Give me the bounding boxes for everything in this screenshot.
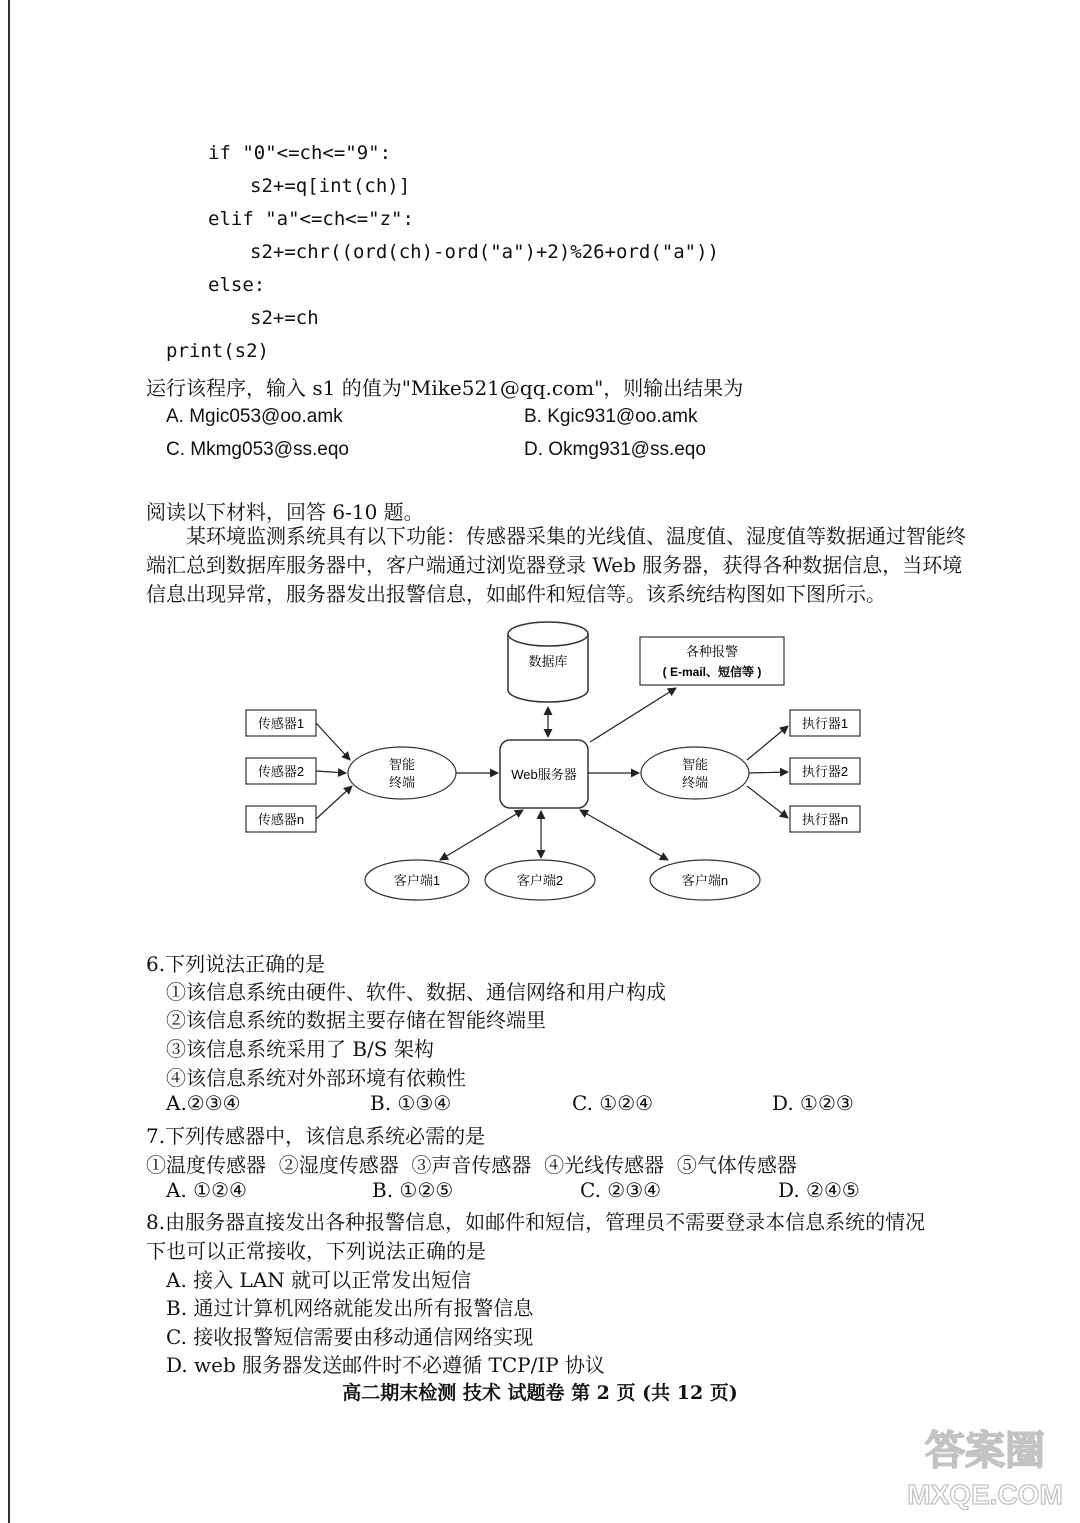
actuator-1-label: 执行器1	[801, 716, 849, 731]
sensor-1-label: 传感器1	[257, 716, 305, 731]
terminal-left-label-2: 终端	[388, 775, 416, 790]
smart-terminal-right	[641, 747, 749, 799]
arrow-webserver-alarm	[590, 688, 676, 742]
arrow-terminal-actuatorn	[747, 786, 788, 818]
client-1-label: 客户端1	[393, 873, 441, 888]
sensor-2	[246, 758, 316, 784]
arrow-sensor1-terminal	[316, 723, 350, 760]
watermark-bottom-text: MXQE.COM	[907, 1479, 1063, 1510]
code-line-s2-ch: s2+=ch	[250, 307, 319, 329]
sensor-2-label: 传感器2	[257, 764, 305, 779]
page-footer: 高二期末检测 技术 试题卷 第 2 页 (共 12 页)	[342, 1382, 738, 1404]
q8-option-c: C. 接收报警短信需要由移动通信网络实现	[166, 1325, 534, 1349]
q5-stem: 运行该程序，输入 s1 的值为"Mike521@qq.com"，则输出结果为	[146, 376, 744, 400]
q7-items: ①温度传感器 ②湿度传感器 ③声音传感器 ④光线传感器 ⑤气体传感器	[146, 1153, 797, 1177]
database-cylinder	[508, 622, 588, 702]
watermark-logo	[905, 1420, 1065, 1515]
actuator-2	[790, 758, 860, 784]
q5-option-a: A. Mgic053@oo.amk	[166, 406, 343, 427]
q6-item-3: ③该信息系统采用了 B/S 架构	[166, 1037, 434, 1061]
q7-option-d: D. ②④⑤	[778, 1178, 860, 1202]
code-line-s2-q: s2+=q[int(ch)]	[250, 175, 411, 197]
terminal-left-label-1: 智能	[388, 757, 416, 772]
material-paragraph: 某环境监测系统具有以下功能：传感器采集的光线值、温度值、湿度值等数据通过智能终端汇总到数据库服务器中，客户端通过浏览器登录 Web 服务器，获得各种数据信息，当环境信息出现异常，服务器发出报警信息，如邮件和短信等。该系统结构图如下图所示。	[146, 524, 966, 606]
client-1	[365, 860, 469, 900]
code-line-else: else:	[208, 274, 266, 296]
code-line-print: print(s2)	[166, 340, 269, 362]
actuator-2-label: 执行器2	[801, 764, 849, 779]
q7-option-b: B. ①②⑤	[372, 1178, 454, 1202]
q8-option-d: D. web 服务器发送邮件时不必遵循 TCP/IP 协议	[166, 1353, 606, 1377]
q8-stem-line1: 8.由服务器直接发出各种报警信息，如邮件和短信，管理员不需要登录本信息系统的情况	[146, 1210, 926, 1234]
q6-option-d: D. ①②③	[772, 1091, 854, 1115]
code-line-elif: elif "a"<=ch<="z":	[208, 208, 414, 230]
smart-terminal-left	[348, 747, 456, 799]
client-2-label: 客户端2	[516, 873, 564, 888]
q8-option-b: B. 通过计算机网络就能发出所有报警信息	[166, 1296, 534, 1320]
q7-stem: 7.下列传感器中，该信息系统必需的是	[146, 1124, 486, 1148]
client-2	[485, 860, 595, 900]
watermark-top-text: 答案圈	[925, 1429, 1045, 1473]
database-label: 数据库	[528, 654, 568, 669]
alarm-label-line2: ( E-mail、短信等 )	[662, 665, 762, 679]
q6-option-b: B. ①③④	[370, 1091, 452, 1115]
q6-option-c: C. ①②④	[572, 1091, 654, 1115]
code-line-s2-chr: s2+=chr((ord(ch)-ord("a")+2)%26+ord("a"))	[250, 241, 719, 263]
arrow-terminal-actuator1	[747, 726, 788, 760]
web-server	[500, 740, 588, 808]
alarm-label-line1: 各种报警	[685, 644, 739, 659]
q5-option-b: B. Kgic931@oo.amk	[524, 406, 698, 427]
sensor-n	[246, 806, 316, 832]
alarm-box	[640, 637, 784, 685]
q7-option-c: C. ②③④	[580, 1178, 662, 1202]
sensor-n-label: 传感器n	[257, 812, 305, 827]
q6-item-1: ①该信息系统由硬件、软件、数据、通信网络和用户构成	[166, 980, 666, 1004]
sensor-1	[246, 710, 316, 736]
client-n-label: 客户端n	[681, 873, 729, 888]
q8-option-a: A. 接入 LAN 就可以正常发出短信	[166, 1268, 472, 1292]
q5-option-c: C. Mkmg053@ss.eqo	[166, 439, 349, 460]
terminal-right-label-2: 终端	[681, 775, 709, 790]
material-intro: 阅读以下材料，回答 6-10 题。	[146, 500, 424, 524]
terminal-right-label-1: 智能	[681, 757, 709, 772]
arrow-webserver-client1	[440, 810, 523, 860]
arrow-sensor2-terminal	[316, 771, 346, 773]
q8-stem-line2: 下也可以正常接收，下列说法正确的是	[146, 1239, 486, 1263]
arrow-webserver-clientn	[580, 810, 668, 860]
q6-stem: 6.下列说法正确的是	[146, 952, 326, 976]
q6-item-2: ②该信息系统的数据主要存储在智能终端里	[166, 1008, 546, 1032]
arrow-terminal-actuator2	[749, 772, 788, 773]
actuator-1	[790, 710, 860, 736]
client-n	[650, 860, 760, 900]
actuator-n-label: 执行器n	[801, 812, 849, 827]
arrow-sensorn-terminal	[316, 786, 352, 819]
code-line-if: if "0"<=ch<="9":	[208, 142, 392, 164]
actuator-n	[790, 806, 860, 832]
web-server-label: Web服务器	[511, 767, 577, 782]
q6-item-4: ④该信息系统对外部环境有依赖性	[166, 1066, 466, 1090]
q6-option-a: A.②③④	[166, 1091, 241, 1115]
q7-option-a: A. ①②④	[166, 1178, 247, 1202]
q5-option-d: D. Okmg931@ss.eqo	[524, 439, 706, 460]
